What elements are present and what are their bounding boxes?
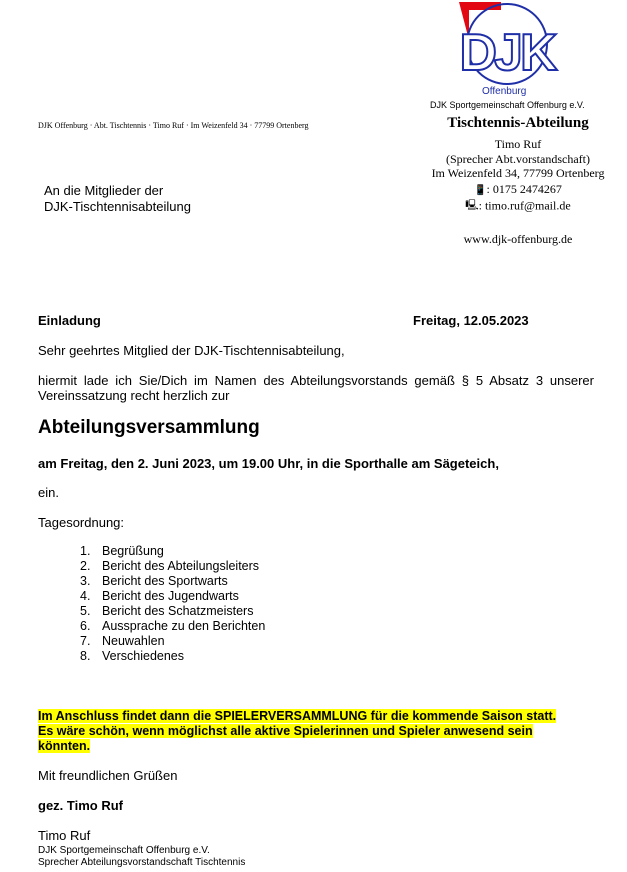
player-meeting-notice [38,709,556,754]
notice-line-3: könnten. [38,739,91,753]
computer-icon: 🖳 [465,200,479,211]
mobile-phone-icon: 📱 [474,184,487,196]
agenda-label: Tagesordnung: [38,515,125,530]
notice-line-1: Im Anschluss findet dann die SPIELERVERSAMMLUNG für die kommende Saison statt. [38,709,557,723]
agenda-item: 5. Bericht des Schatzmeisters [80,604,254,618]
intro-line-1: hiermit lade ich Sie/Dich im Namen des Abteilungsvorstands gemäß § 5 Absatz 3 unserer [38,373,594,388]
agenda-item: 8. Verschiedenes [80,649,185,663]
contact-phone [418,182,618,197]
contact-email [418,198,618,215]
meeting-heading: Abteilungsversammlung [38,417,260,438]
svg-text:DJK: DJK [459,24,555,82]
agenda-item: 2. Bericht des Abteilungsleiters [80,559,260,573]
club-name-line: DJK Sportgemeinschaft Offenburg e.V. [430,100,585,110]
agenda-item: 7. Neuwahlen [80,634,165,648]
logo-city: Offenburg [482,86,527,97]
addressee [44,183,191,215]
closing: Mit freundlichen Grüßen [38,768,178,783]
event-details: am Freitag, den 2. Juni 2023, um 19.00 Uhr, in die Sporthalle am Sägeteich, [38,456,499,471]
agenda-item: 1. Begrüßung [80,544,164,558]
intro-line-2: Vereinssatzung recht herzlich zur [38,388,230,403]
signature-club: DJK Sportgemeinschaft Offenburg e.V. [38,845,210,856]
notice-line-2: Es wäre schön, wenn möglichst alle aktive Spielerinnen und Spieler anwesend sein [38,724,533,738]
signature-name: Timo Ruf [38,828,91,843]
contact-name: Timo Ruf [494,137,542,151]
agenda-item: 4. Bericht des Jugendwarts [80,589,239,603]
agenda-item: 6. Aussprache zu den Berichten [80,619,266,633]
phone-number: : 0175 2474267 [486,182,562,196]
letter-date: Freitag, 12.05.2023 [413,313,529,328]
ein-text: ein. [38,485,59,500]
agenda-list [80,544,265,664]
salutation: Sehr geehrtes Mitglied der DJK-Tischtennisabteilung, [38,343,345,358]
contact-role: (Sprecher Abt.vorstandschaft) [446,152,590,166]
subject-line: Einladung [38,313,101,328]
department-title: Tischtennis-Abteilung [447,115,589,131]
email-address: : timo.ruf@mail.de [478,198,571,213]
signature-role: Sprecher Abteilungsvorstandschaft Tischtennis [38,857,246,868]
contact-address: Im Weizenfeld 34, 77799 Ortenberg [431,166,605,180]
addressee-line-2: DJK-Tischtennisabteilung [44,199,191,214]
addressee-line-1: An die Mitglieder der [44,183,164,198]
djk-logo-graphic [455,0,560,96]
signed-by: gez. Timo Ruf [38,798,123,813]
sender-line: DJK Offenburg · Abt. Tischtennis · Timo Ruf · Im Weizenfeld 34 · 77799 Ortenberg [38,121,309,130]
djk-logo [455,0,560,96]
agenda-item: 3. Bericht des Sportwarts [80,574,228,588]
website-link[interactable]: www.djk-offenburg.de [463,232,573,246]
